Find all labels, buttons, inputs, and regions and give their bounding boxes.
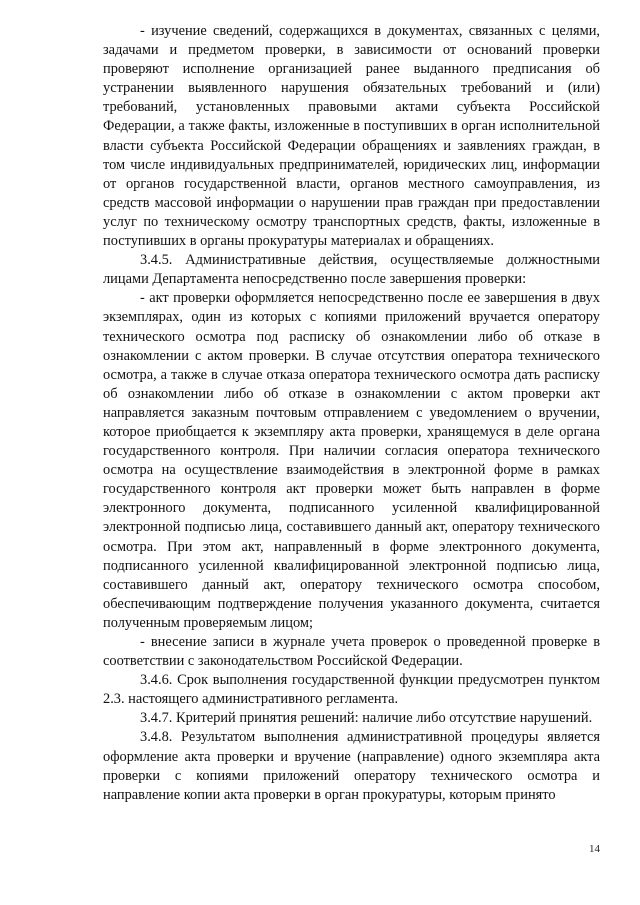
paragraph-inspection-review: - изучение сведений, содержащихся в документах, связанных с целями, задачами и предметом проверки, в зависимости от оснований проверки проверяют исполнение организацией ранее выданного предписания об устранении выявленного нарушения обязательных требований и (или) требований, установленных правовыми актами субъекта Российской Федерации, а также факты, изложенные в поступивших в орган исполнительной власти субъекта Российской Федерации обращениях и заявлениях граждан, в том числе индивидуальных предпринимателей, юридических лиц, информации от органов государственной власти, органов местного самоуправления, из средств массовой информации о нарушении прав граждан при предоставлении услуг по техническому осмотру транспортных средств, факты, изложенные в поступивших в органы прокуратуры материалах и обращениях. bbox=[103, 23, 600, 250]
paragraph-journal-entry: - внесение записи в журнале учета проверок о проведенной проверке в соответствии с законодательством Российской Федерации. bbox=[103, 634, 600, 670]
page-number: 14 bbox=[589, 843, 600, 855]
paragraph-inspection-act: - акт проверки оформляется непосредственно после ее завершения в двух экземплярах, один из которых с копиями приложений вручается оператору технического осмотра под расписку об ознакомлении либо об отказе в ознакомлении с актом проверки. В случае отсутствия оператора технического осмотра, а также в случае отказа оператора технического осмотра дать расписку об ознакомлении либо об отказе в ознакомлении с актом проверки акт направляется заказным почтовым отправлением с уведомлением о вручении, которое приобщается к экземпляру акта проверки, хранящемуся в деле органа государственного контроля. При наличии согласия оператора технического осмотра на осуществление взаимодействия в электронной форме в рамках государственного контроля акт проверки может быть направлен в форме электронного документа, подписанного усиленной квалифицированной электронной подписью лица, составившего данный акт, оператору технического осмотра. При этом акт, направленный в форме электронного документа, подписанного усиленной квалифицированной электронной подписью лица, составившего данный акт, оператору технического осмотра способом, обеспечивающим подтверждение получения указанного документа, считается полученным проверяемым лицом; bbox=[103, 290, 600, 631]
paragraph-3-4-5: 3.4.5. Административные действия, осуществляемые должностными лицами Департамента непосредственно после завершения проверки: bbox=[103, 252, 600, 288]
document-body bbox=[103, 22, 600, 805]
paragraph-3-4-6: 3.4.6. Срок выполнения государственной функции предусмотрен пунктом 2.3. настоящего административного регламента. bbox=[103, 672, 600, 708]
paragraph-3-4-7: 3.4.7. Критерий принятия решений: наличие либо отсутствие нарушений. bbox=[140, 710, 593, 727]
paragraph-3-4-8: 3.4.8. Результатом выполнения административной процедуры является оформление акта проверки и вручение (направление) одного экземпляра акта проверки с копиями приложений оператору технического осмотра и направление копии акта проверки в орган прокуратуры, которым принято bbox=[103, 729, 600, 803]
